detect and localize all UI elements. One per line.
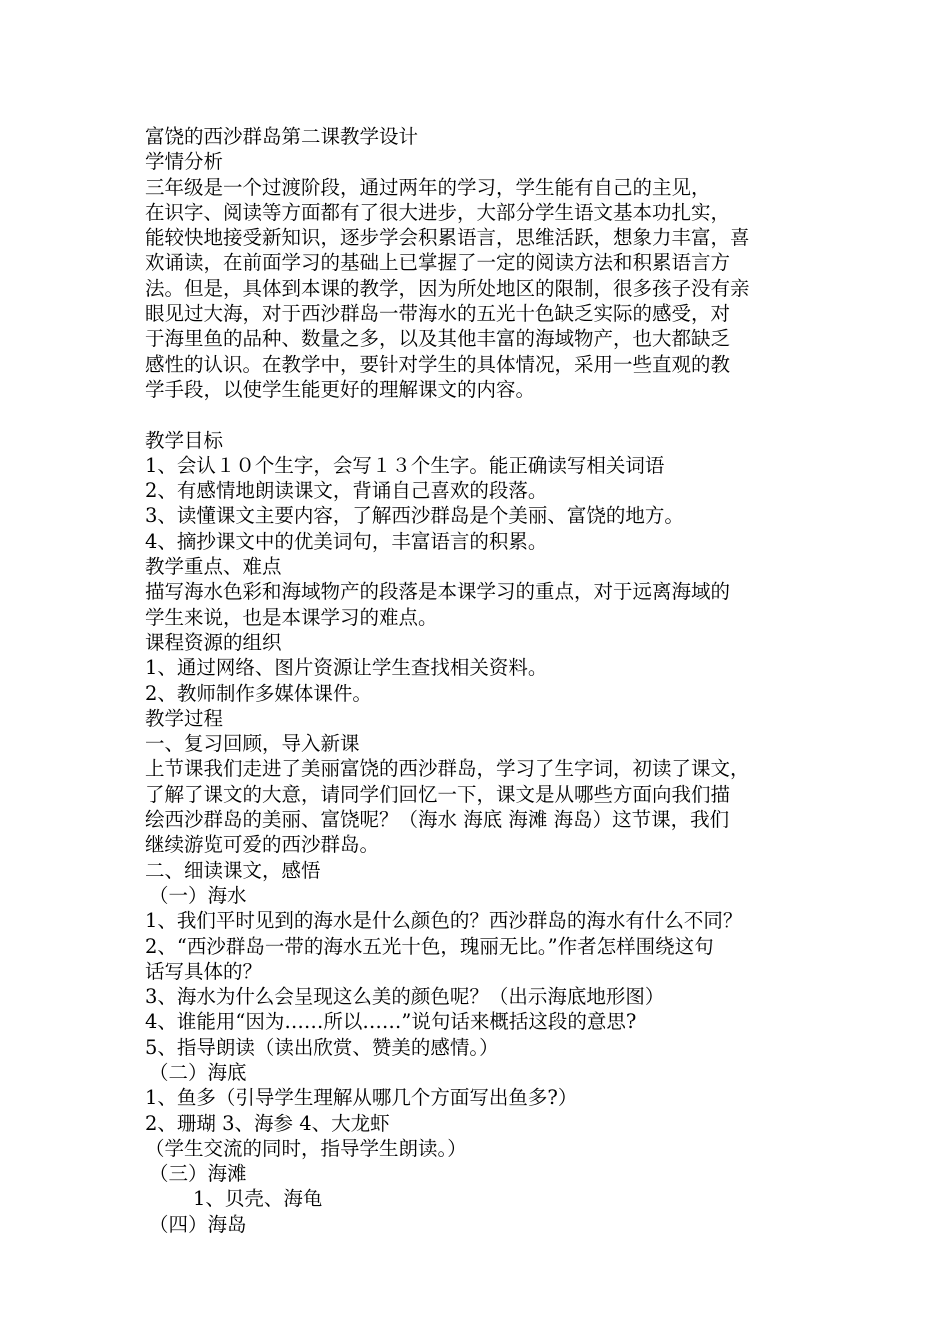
list-item: 1、通过网络、图片资源让学生查找相关资料。 (145, 656, 548, 680)
paragraph-line: 法。但是，具体到本课的教学，因为所处地区的限制，很多孩子没有亲 (145, 276, 750, 300)
paragraph-line: 眼见过大海，对于西沙群岛一带海水的五光十色缺乏实际的感受，对 (145, 302, 731, 326)
paragraph-line: 了解了课文的大意，请同学们回忆一下，课文是从哪些方面向我们描 (145, 782, 731, 806)
sub-subsection-heading: （二）海底 (149, 1060, 247, 1084)
paragraph-line: 学生来说，也是本课学习的难点。 (145, 605, 438, 629)
doc-title: 富饶的西沙群岛第二课教学设计 (145, 125, 419, 148)
list-item: 2、有感情地朗读课文，背诵自己喜欢的段落。 (145, 479, 548, 503)
paragraph-line: 能较快地接受新知识，逐步学会积累语言，思维活跃，想象力丰富，喜 (145, 226, 750, 250)
paragraph-line: 于海里鱼的品种、数量之多，以及其他丰富的海域物产，也大都缺乏 (145, 327, 731, 351)
list-item: 5、指导朗读（读出欣赏、赞美的感情。） (145, 1035, 499, 1059)
paragraph-line: 在识字、阅读等方面都有了很大进步，大部分学生语文基本功扎实， (145, 200, 731, 224)
paragraph-line: 描写海水色彩和海域物产的段落是本课学习的重点，对于远离海域的 (145, 580, 731, 604)
paragraph-line: 学手段，以使学生能更好的理解课文的内容。 (145, 377, 536, 401)
list-item: 3、读懂课文主要内容，了解西沙群岛是个美丽、富饶的地方。 (145, 504, 684, 528)
paragraph-line: 感性的认识。在教学中，要针对学生的具体情况，采用一些直观的教 (145, 352, 731, 376)
list-item: 话写具体的？ (145, 959, 263, 983)
list-item: 4、谁能用“因为……所以……”说句话来概括这段的意思? (145, 1010, 637, 1034)
document-page (145, 124, 815, 1237)
list-item: 2、“西沙群岛一带的海水五光十色，瑰丽无比。”作者怎样围绕这句 (145, 934, 714, 958)
section-heading-xueqing: 学情分析 (145, 150, 224, 174)
subsection-heading: 一、复习回顾，导入新课 (145, 732, 360, 756)
section-heading-mubiao: 教学目标 (145, 428, 224, 452)
paragraph-line: 绘西沙群岛的美丽、富饶呢？（海水 海底 海滩 海岛）这节课，我们 (145, 808, 730, 832)
list-item: 1、会认１０个生字，会写１３个生字。能正确读写相关词语 (145, 453, 665, 477)
sub-subsection-heading: （四）海岛 (149, 1212, 247, 1236)
paragraph-line: 欢诵读，在前面学习的基础上已掌握了一定的阅读方法和积累语言方 (145, 251, 731, 275)
sub-subsection-heading: （一）海水 (149, 883, 247, 907)
list-item: 2、教师制作多媒体课件。 (145, 681, 372, 705)
list-item: （学生交流的同时，指导学生朗读。） (145, 1136, 467, 1160)
list-item: 3、海水为什么会呈现这么美的颜色呢？（出示海底地形图） (145, 985, 665, 1009)
subsection-heading: 二、细读课文，感悟 (145, 858, 321, 882)
section-heading-guocheng: 教学过程 (145, 706, 224, 730)
list-item: 1、鱼多（引导学生理解从哪几个方面写出鱼多?） (145, 1086, 578, 1110)
list-item: 1、我们平时见到的海水是什么颜色的？西沙群岛的海水有什么不同？ (145, 909, 743, 933)
section-heading-zhongdian: 教学重点、难点 (145, 555, 282, 579)
section-heading-ziyuan: 课程资源的组织 (145, 630, 282, 654)
sub-subsection-heading: （三）海滩 (149, 1162, 247, 1186)
paragraph-line: 继续游览可爱的西沙群岛。 (145, 833, 380, 857)
blank-line (145, 402, 815, 427)
paragraph-line: 上节课我们走进了美丽富饶的西沙群岛，学习了生字词，初读了课文， (145, 757, 750, 781)
list-item: 1、贝壳、海龟 (193, 1187, 323, 1211)
list-item: 2、珊瑚 3、海参 4、大龙虾 (145, 1111, 390, 1135)
paragraph-line: 三年级是一个过渡阶段，通过两年的学习，学生能有自己的主见， (145, 175, 711, 199)
list-item: 4、摘抄课文中的优美词句，丰富语言的积累。 (145, 529, 548, 553)
